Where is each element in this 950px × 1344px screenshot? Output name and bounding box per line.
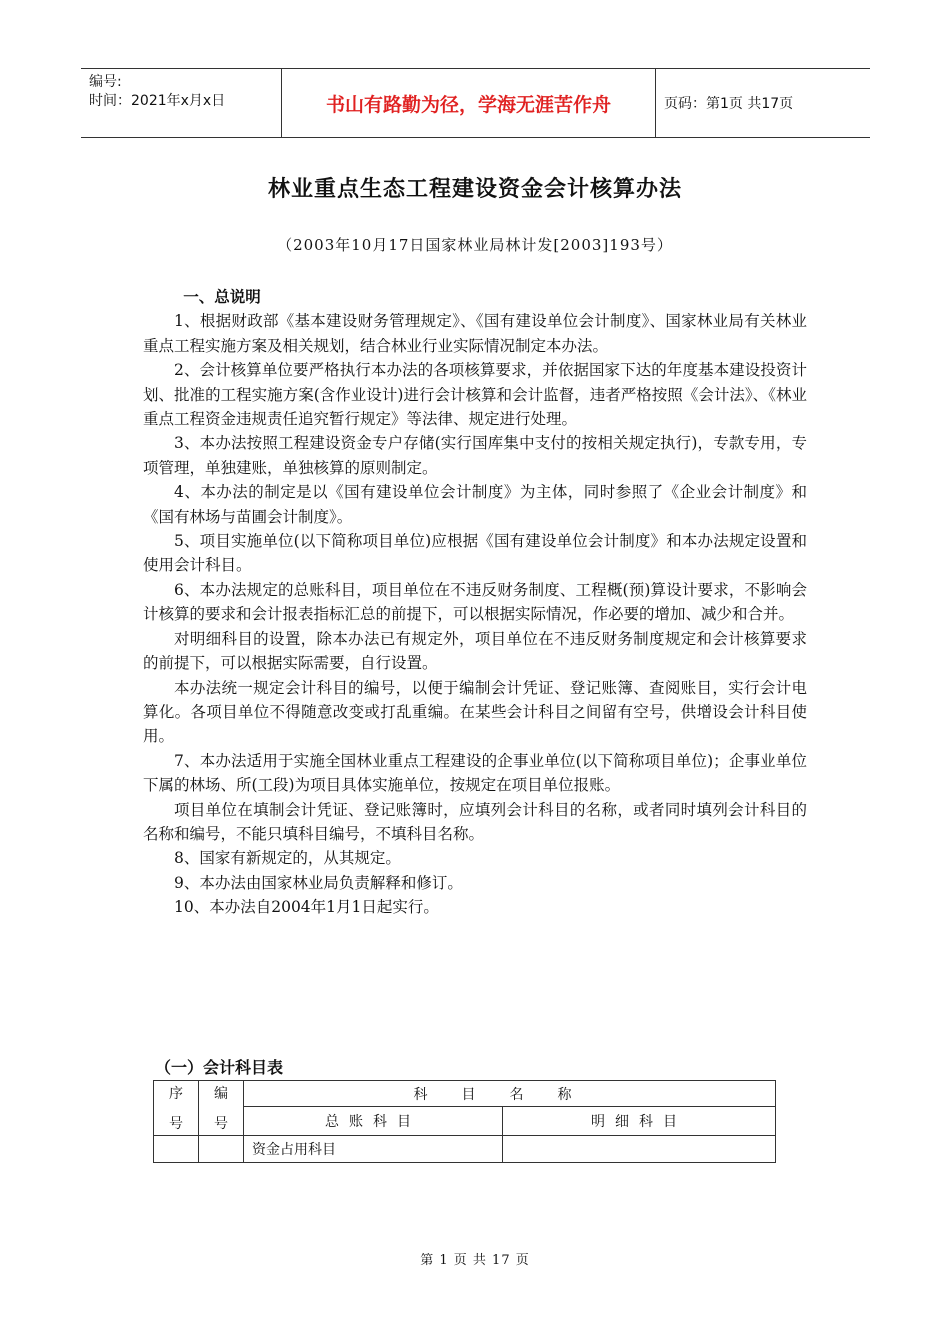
accounts-table [153, 1080, 776, 1163]
page-footer: 第 1 页 共 17 页 [420, 1253, 530, 1268]
paragraph: 6、本办法规定的总账科目，项目单位在不违反财务制度、工程概(预)算设计要求，不影响会计核算的要求和会计报表指标汇总的前提下，可以根据实际情况，作必要的增加、减少和合并。 [143, 580, 807, 624]
paragraph: 项目单位在填制会计凭证、登记账簿时，应填列会计科目的名称，或者同时填列会计科目的名称和编号，不能只填科目编号，不填科目名称。 [143, 800, 807, 843]
document-body [143, 285, 807, 920]
number-header: 编 号 [199, 1081, 244, 1136]
general-account-cell: 资金占用科目 [244, 1136, 503, 1163]
paragraph: 2、会计核算单位要严格执行本办法的各项核算要求，并依据国家下达的年度基本建设投资计划、批准的工程实施方案(含作业设计)进行会计核算和会计监督，违者严格按照《会计法》、《林业重点工程资金违规责任追究暂行规定》等法律、规定进行处理。 [143, 361, 807, 429]
number-cell [199, 1136, 244, 1163]
document-subtitle: （2003年10月17日国家林业局林计发[2003]193号） [277, 236, 673, 254]
name-header: 科目名称 [244, 1081, 776, 1107]
seq-header: 序 号 [154, 1081, 199, 1136]
paragraph: 4、本办法的制定是以《国有建设单位会计制度》为主体，同时参照了《企业会计制度》和《国有林场与苗圃会计制度》。 [143, 483, 807, 526]
document-title: 林业重点生态工程建设资金会计核算办法 [267, 177, 682, 202]
date-label: 时间：2021年x月x日 [89, 93, 226, 109]
table-title: （一）会计科目表 [155, 1058, 284, 1077]
paragraph: 1、根据财政部《基本建设财务管理规定》、《国有建设单位会计制度》、国家林业局有关林业重点工程实施方案及相关规划，结合林业行业实际情况制定本办法。 [143, 312, 807, 355]
paragraph: 3、本办法按照工程建设资金专户存储(实行国库集中支付的按相关规定执行)，专款专用，专项管理，单独建账，单独核算的原则制定。 [143, 434, 807, 477]
paragraph: 9、本办法由国家林业局负责解释和修订。 [174, 873, 463, 892]
header-meta [81, 69, 282, 137]
header-motto: 书山有路勤为径，学海无涯苦作舟 [282, 69, 656, 137]
page-header [81, 68, 870, 138]
table-row [154, 1136, 776, 1163]
general-account-header: 总账科目 [244, 1107, 503, 1136]
number-label: 编号: [89, 74, 122, 90]
paragraph: 10、本办法自2004年1月1日起实行。 [174, 898, 439, 917]
detail-account-cell [503, 1136, 776, 1163]
paragraph: 对明细科目的设置，除本办法已有规定外，项目单位在不违反财务制度规定和会计核算要求的前提下，可以根据实际需要，自行设置。 [143, 629, 807, 673]
page-label: 页码：第1页 共17页 [664, 96, 794, 112]
seq-cell [154, 1136, 199, 1163]
paragraph: 8、国家有新规定的，从其规定。 [174, 849, 401, 868]
paragraph: 7、本办法适用于实施全国林业重点工程建设的企事业单位(以下简称项目单位)；企事业单位下属的林场、所(工段)为项目具体实施单位，按规定在项目单位报账。 [143, 751, 807, 795]
paragraph: 5、项目实施单位(以下简称项目单位)应根据《国有建设单位会计制度》和本办法规定设置和使用会计科目。 [143, 532, 807, 575]
detail-account-header: 明细科目 [503, 1107, 776, 1136]
paragraph: 本办法统一规定会计科目的编号，以便于编制会计凭证、登记账簿、查阅账目，实行会计电算化。各项目单位不得随意改变或打乱重编。在某些会计科目之间留有空号，供增设会计科目使用。 [143, 678, 807, 746]
section-title: 一、总说明 [183, 288, 261, 306]
